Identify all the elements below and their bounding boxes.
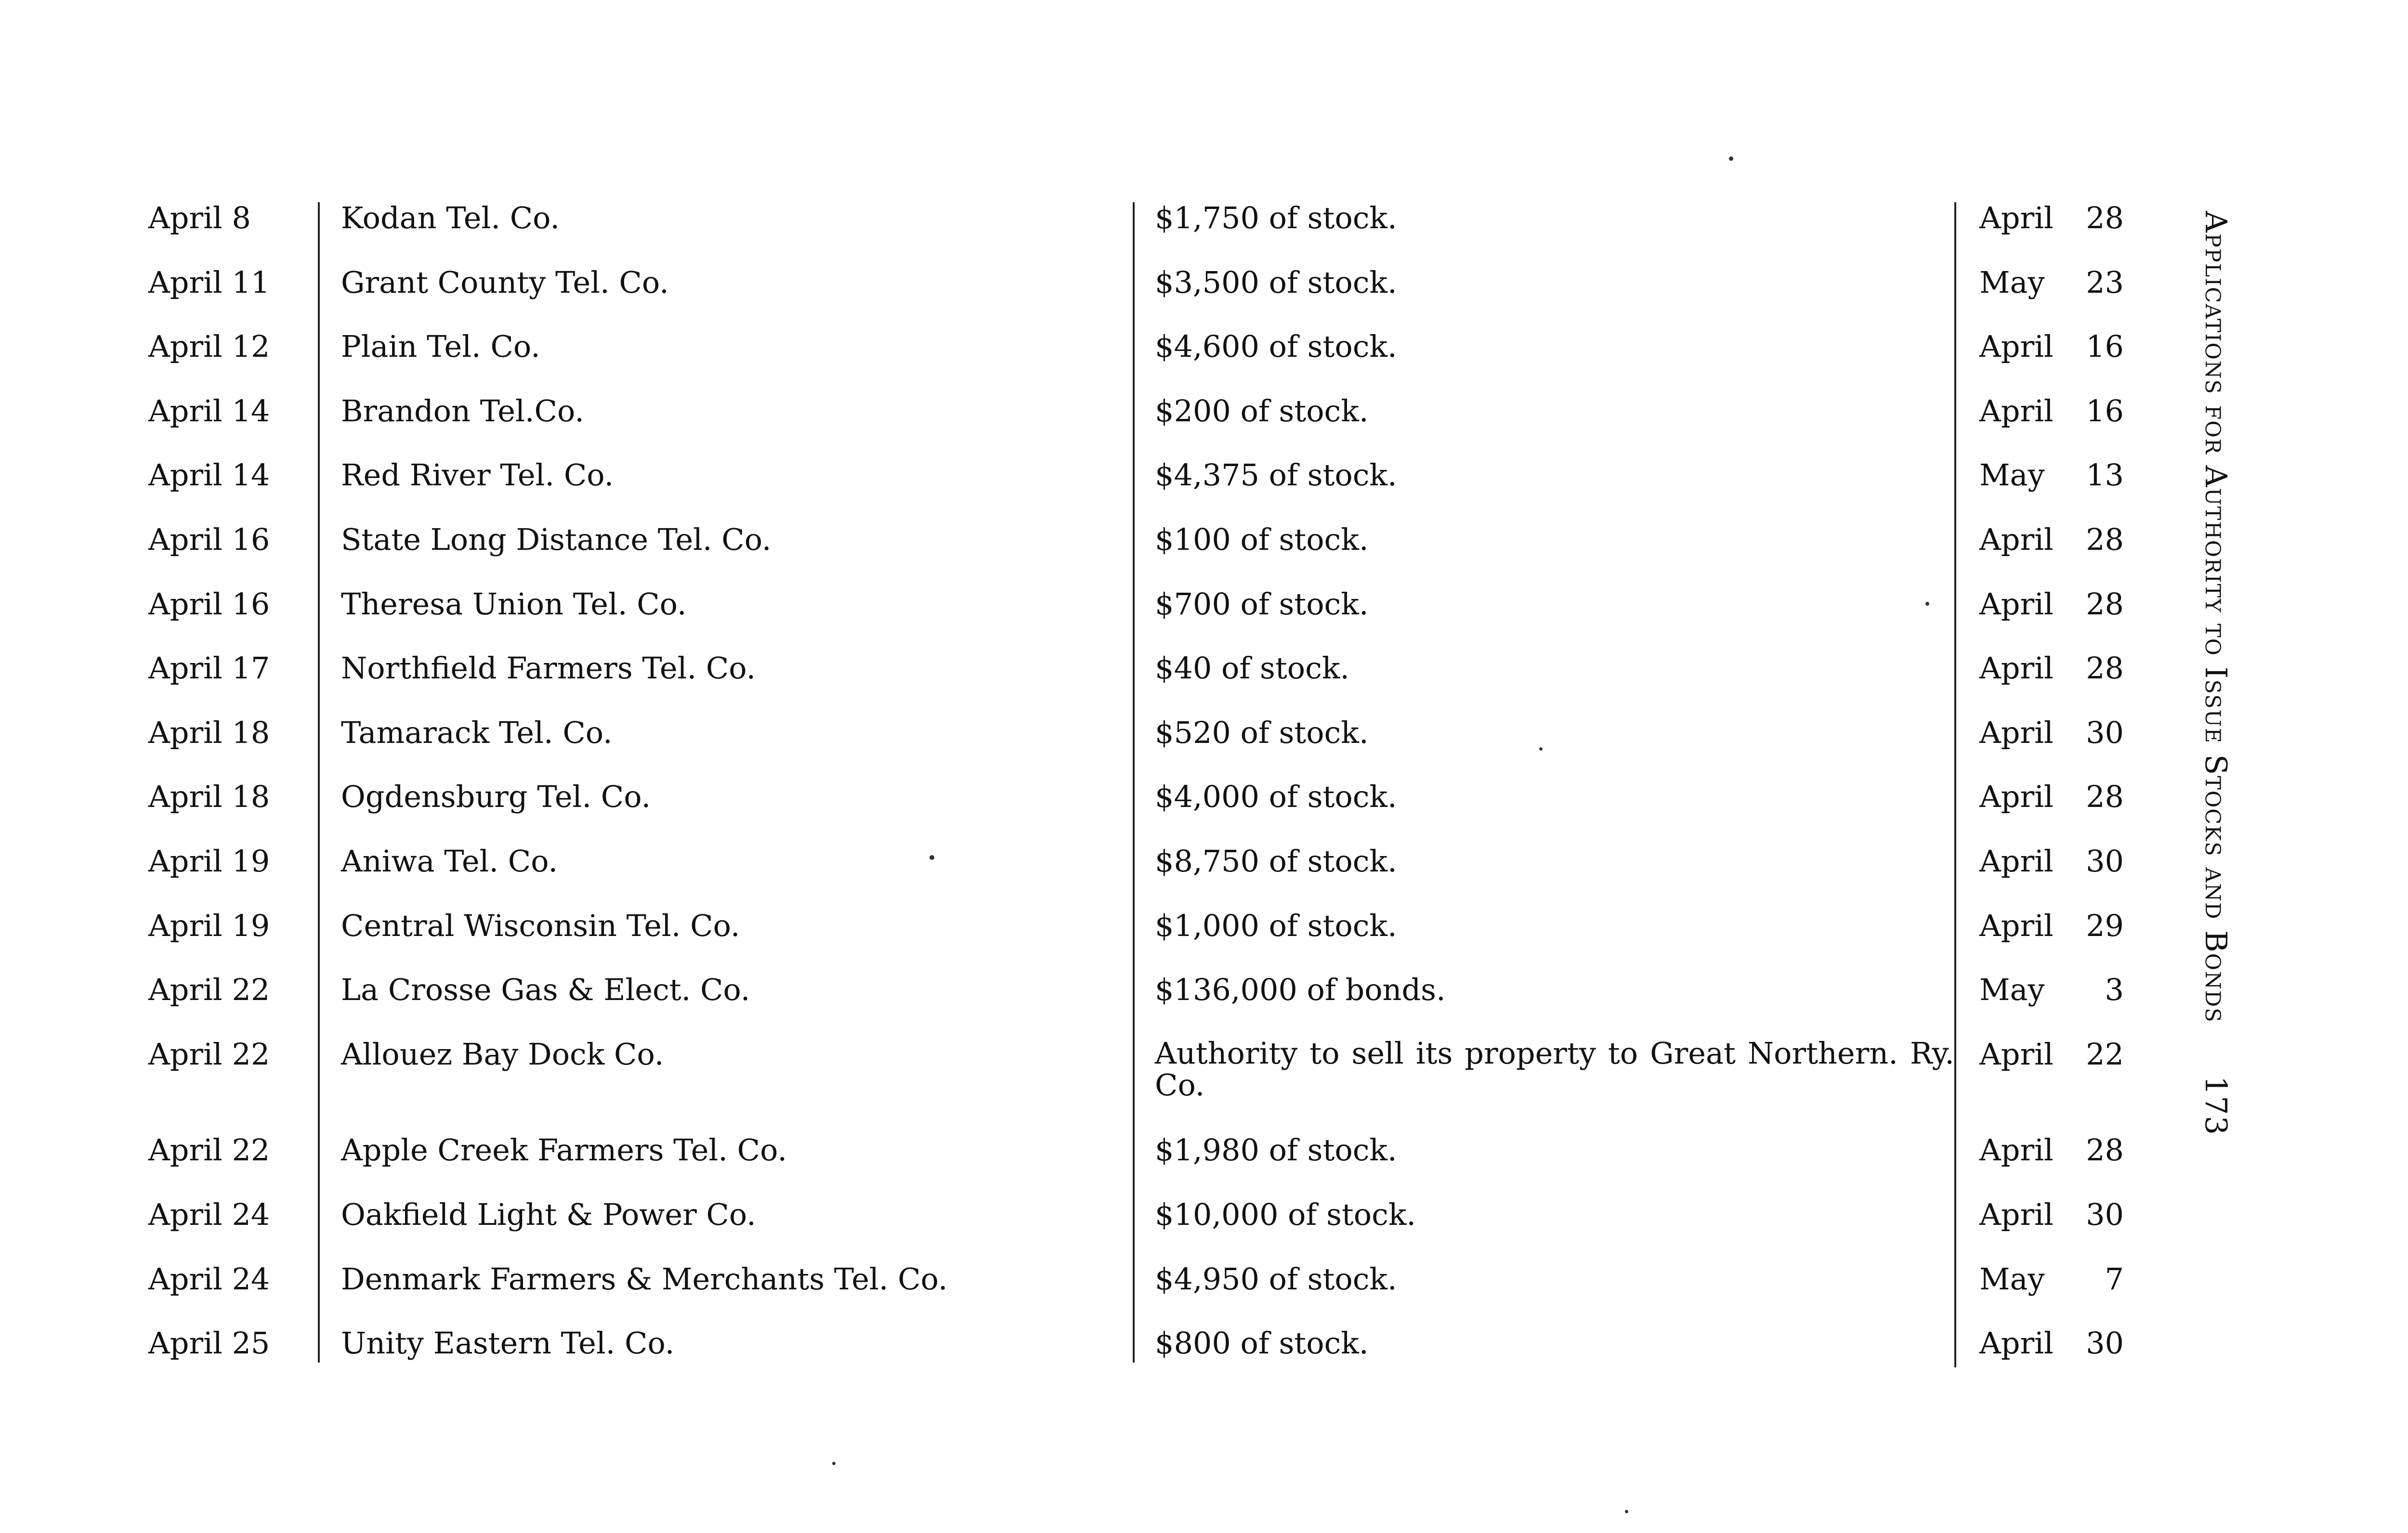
row-request: $100 of stock. [1155,522,1369,557]
row-request: $700 of stock. [1155,586,1369,622]
row-filed-date: April 18 [148,779,270,815]
row-company: La Crosse Gas & Elect. Co. [341,972,750,1008]
row-decided-day: 30 [2086,1325,2124,1361]
row-company: Northfield Farmers Tel. Co. [341,650,756,686]
row-company: Grant County Tel. Co. [341,264,669,300]
row-filed-date: April 22 [148,1132,270,1168]
row-request: $40 of stock. [1155,650,1350,686]
running-header-title: Applications for Authority to Issue Stocks and Bonds [2199,211,2234,1023]
row-decided-month: April [1979,200,2054,235]
row-decided-day: 30 [2086,844,2124,879]
row-request: $4,950 of stock. [1155,1261,1397,1297]
row-decided-day: 22 [2086,1036,2124,1072]
row-decided-day: 28 [2086,200,2124,235]
row-filed-date: April 25 [148,1325,270,1361]
row-decided-day: 13 [2086,457,2124,493]
row-filed-date: April 17 [148,650,270,686]
row-request: $200 of stock. [1155,393,1369,429]
row-filed-date: April 14 [148,457,270,493]
row-filed-date: April 22 [148,1036,270,1072]
print-speck [1925,602,1929,606]
running-header [2199,211,2233,1136]
row-filed-date: April 11 [148,264,270,300]
row-company: State Long Distance Tel. Co. [341,522,772,557]
row-filed-date: April 14 [148,393,270,429]
row-filed-date: April 19 [148,908,270,943]
row-decided-day: 28 [2086,779,2124,815]
print-speck [1729,156,1733,161]
row-filed-date: April 22 [148,972,270,1008]
row-decided-day: 29 [2086,908,2124,943]
row-decided-month: April [1979,1132,2054,1168]
print-speck [1625,1510,1628,1513]
row-company: Unity Eastern Tel. Co. [341,1325,675,1361]
row-filed-date: April 18 [148,715,270,750]
row-decided-month: May [1979,264,2045,300]
row-decided-month: April [1979,1197,2054,1232]
row-filed-date: April 8 [148,200,251,235]
row-filed-date: April 16 [148,586,270,622]
row-request: $3,500 of stock. [1155,264,1397,300]
row-request: Authority to sell its property to Great Northern. Ry. Co. [1155,1035,1954,1103]
row-decided-day: 28 [2086,1132,2124,1168]
row-company: Tamarack Tel. Co. [341,715,613,750]
row-company: Allouez Bay Dock Co. [341,1036,664,1072]
row-company: Brandon Tel.Co. [341,393,584,429]
row-decided-day: 16 [2086,329,2124,364]
row-decided-day: 30 [2086,715,2124,750]
row-decided-month: April [1979,393,2054,429]
page-number: 173 [2199,1076,2234,1136]
row-request: $1,980 of stock. [1155,1132,1397,1168]
row-decided-month: April [1979,908,2054,943]
row-decided-month: April [1979,715,2054,750]
print-speck [1539,747,1543,751]
row-request: $4,000 of stock. [1155,779,1397,815]
row-decided-month: May [1979,1261,2045,1297]
row-decided-month: April [1979,1036,2054,1072]
row-company: Central Wisconsin Tel. Co. [341,908,740,943]
row-filed-date: April 12 [148,329,270,364]
print-speck [929,855,934,860]
row-request: $800 of stock. [1155,1325,1369,1361]
row-request: $10,000 of stock. [1155,1197,1416,1232]
row-company: Plain Tel. Co. [341,329,540,364]
row-company: Denmark Farmers & Merchants Tel. Co. [341,1261,948,1297]
row-company: Aniwa Tel. Co. [341,844,558,879]
row-company: Oakfield Light & Power Co. [341,1197,756,1232]
row-filed-date: April 16 [148,522,270,557]
row-filed-date: April 19 [148,844,270,879]
row-request: $4,600 of stock. [1155,329,1397,364]
row-filed-date: April 24 [148,1261,270,1297]
row-decided-day: 7 [2105,1261,2124,1297]
column-rule-request [1133,202,1135,1363]
column-rule-decided [1954,202,1956,1367]
row-decided-month: April [1979,650,2054,686]
row-decided-month: April [1979,522,2054,557]
row-decided-month: April [1979,329,2054,364]
column-rule-company [318,202,320,1363]
row-decided-day: 23 [2086,264,2124,300]
row-decided-month: April [1979,779,2054,815]
row-decided-day: 28 [2086,650,2124,686]
row-decided-day: 16 [2086,393,2124,429]
row-request: $8,750 of stock. [1155,844,1397,879]
row-company: Theresa Union Tel. Co. [341,586,687,622]
row-company: Apple Creek Farmers Tel. Co. [341,1132,787,1168]
print-speck [832,1462,836,1465]
row-request: $520 of stock. [1155,715,1369,750]
row-request: $4,375 of stock. [1155,457,1397,493]
row-decided-day: 3 [2105,972,2124,1008]
row-request: $1,000 of stock. [1155,908,1397,943]
row-decided-month: May [1979,457,2045,493]
row-request: $1,750 of stock. [1155,200,1397,235]
row-decided-month: April [1979,1325,2054,1361]
row-decided-month: April [1979,586,2054,622]
row-company: Ogdensburg Tel. Co. [341,779,651,815]
row-request: $136,000 of bonds. [1155,972,1446,1008]
row-decided-day: 30 [2086,1197,2124,1232]
row-decided-day: 28 [2086,586,2124,622]
row-company: Kodan Tel. Co. [341,200,560,235]
row-decided-day: 28 [2086,522,2124,557]
row-decided-month: May [1979,972,2045,1008]
row-filed-date: April 24 [148,1197,270,1232]
row-company: Red River Tel. Co. [341,457,614,493]
row-decided-month: April [1979,844,2054,879]
